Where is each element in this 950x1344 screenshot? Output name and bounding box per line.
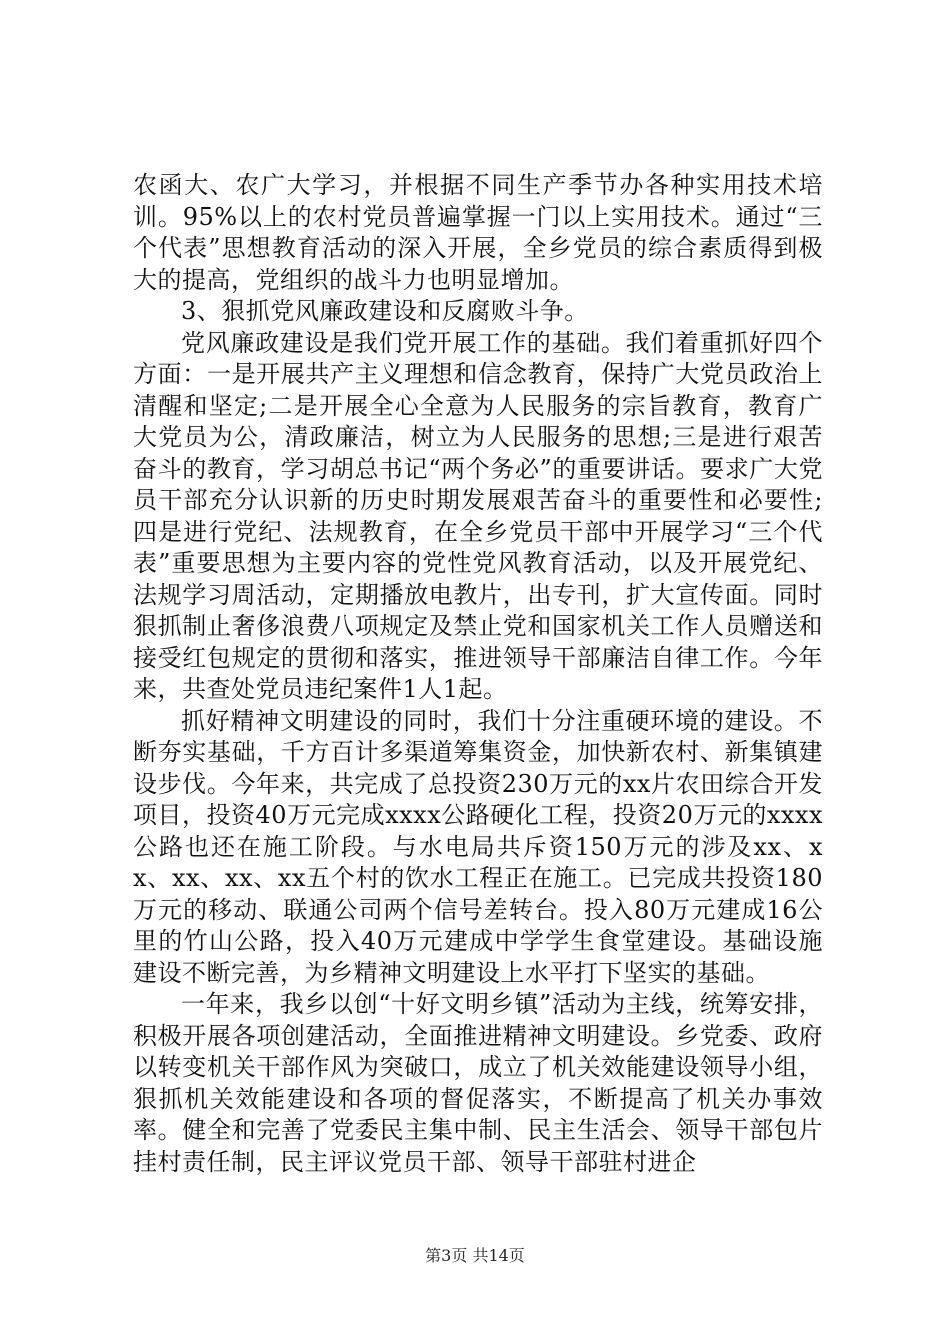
page-footer — [0, 1243, 950, 1266]
paragraph-4: 抓好精神文明建设的同时，我们十分注重硬环境的建设。不断夯实基础，千方百计多渠道筹集资金，加快新农村、新集镇建设步伐。今年来，共完成了总投资230万元的xx片农田综合开发项目，投资40万元完成xxxx公路硬化工程，投资20万元的xxxx公路也还在施工阶段。与水电局共斥资150万元的涉及xx、xx、xx、xx、xx五个村的饮水工程正在施工。已完成共投资180万元的移动、联通公司两个信号差转台。投入80万元建成16公里的竹山公路，投入40万元建成中学学生食堂建设。基础设施建设不断完善，为乡精神文明建设上水平打下坚实的基础。 — [133, 706, 823, 987]
paragraph-2-heading: 3、狠抓党风廉政建设和反腐败斗争。 — [181, 297, 589, 325]
page-number-label: 第3页 共14页 — [425, 1246, 525, 1265]
paragraph-3: 党风廉政建设是我们党开展工作的基础。我们着重抓好四个方面：一是开展共产主义理想和信念教育，保持广大党员政治上清醒和坚定;二是开展全心全意为人民服务的宗旨教育，教育广大党员为公，清政廉洁，树立为人民服务的思想;三是进行艰苦奋斗的教育，学习胡总书记“两个务必”的重要讲话。要求广大党员干部充分认识新的历史时期发展艰苦奋斗的重要性和必要性;四是进行党纪、法规教育，在全乡党员干部中开展学习“三个代表”重要思想为主要内容的党性党风教育活动，以及开展党纪、法规学习周活动，定期播放电教片，出专刊，扩大宣传面。同时狠抓制止奢侈浪费八项规定及禁止党和国家机关工作人员赠送和接受红包规定的贯彻和落实，推进领导干部廉洁自律工作。今年来，共查处党员违纪案件1人1起。 — [133, 328, 823, 703]
paragraph-1: 农函大、农广大学习，并根据不同生产季节办各种实用技术培训。95%以上的农村党员普遍掌握一门以上实用技术。通过“三个代表”思想教育活动的深入开展，全乡党员的综合素质得到极大的提高，党组织的战斗力也明显增加。 — [133, 171, 823, 294]
document-body — [133, 170, 823, 1178]
paragraph-5: 一年来，我乡以创“十好文明乡镇”活动为主线，统筹安排，积极开展各项创建活动，全面推进精神文明建设。乡党委、政府以转变机关干部作风为突破口，成立了机关效能建设领导小组，狠抓机关效能建设和各项的督促落实，不断提高了机关办事效率。健全和完善了党委民主集中制、民主生活会、领导干部包片挂村责任制，民主评议党员干部、领导干部驻村进企 — [133, 990, 823, 1176]
